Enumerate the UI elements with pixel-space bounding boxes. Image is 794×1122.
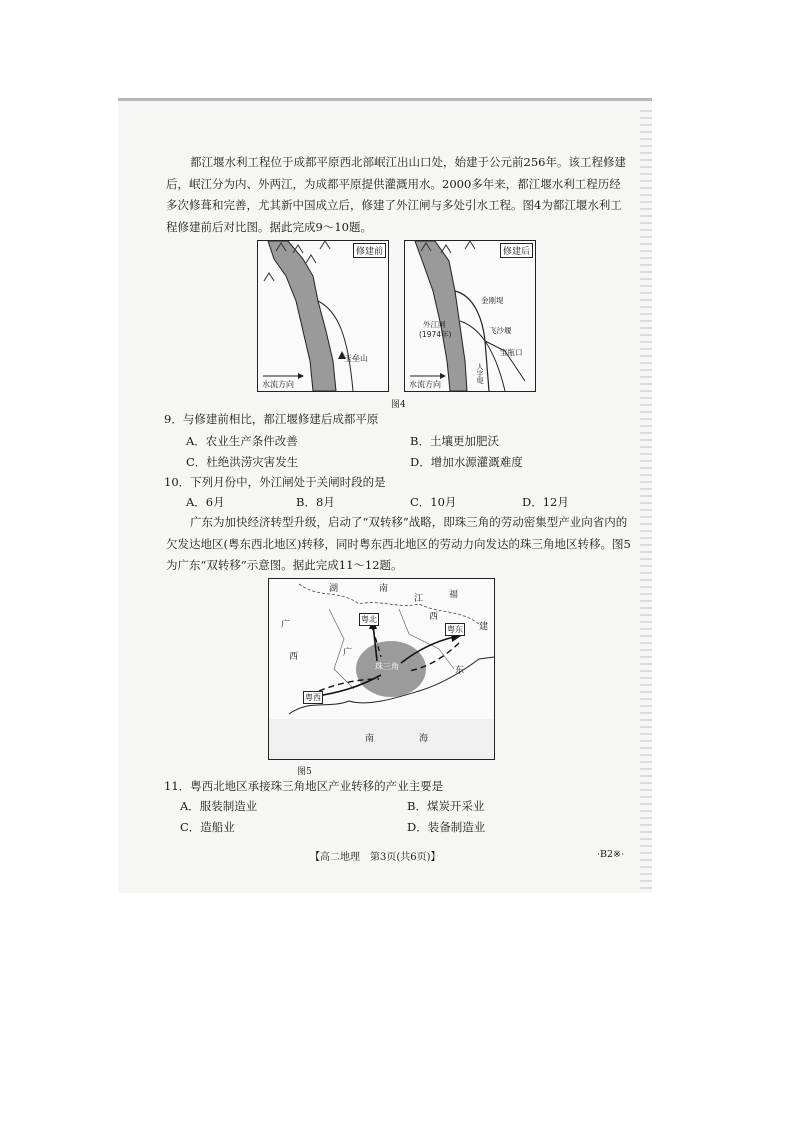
label-hunan-2: 南: [379, 584, 389, 594]
scan-right-edge: [640, 110, 652, 890]
label-yuedong: 粤东: [447, 625, 463, 634]
q9-option-d: D．增加水源灌溉难度: [410, 455, 523, 469]
label-guangxi-2: 西: [289, 652, 299, 662]
figure4-after-svg: [405, 241, 535, 391]
q10-option-b: B．8月: [296, 495, 335, 509]
after-tag: 修建后: [500, 243, 533, 258]
label-jiangxi-2: 西: [429, 612, 439, 622]
figure5-caption: 图5: [297, 767, 312, 777]
q10-stem: 10．下列月份中，外江闸处于关闸时段的是: [164, 475, 386, 489]
q9-option-c: C．杜绝洪涝灾害发生: [186, 455, 299, 469]
figure5-map: [268, 578, 495, 760]
label-baopingkou: 宝瓶口: [500, 348, 523, 357]
q9-option-b: B．土壤更加肥沃: [410, 434, 499, 448]
flow-label-left: 水流方向: [262, 380, 294, 389]
q10-option-d: D．12月: [522, 495, 569, 509]
label-fujian-1: 福: [449, 590, 459, 600]
label-nanhai-2: 海: [419, 734, 429, 744]
label-yuebei: 粤北: [361, 615, 377, 624]
figure4-caption: 图4: [391, 400, 406, 410]
q9-option-a: A．农业生产条件改善: [186, 434, 298, 448]
label-nanhai-1: 南: [365, 734, 375, 744]
label-waijiangzha: 外江闸: [423, 320, 446, 329]
q11-option-d: D．装备制造业: [407, 820, 486, 834]
q9-stem: 9．与修建前相比，都江堰修建后成都平原: [164, 412, 379, 426]
flow-label-right: 水流方向: [409, 380, 441, 389]
q11-option-c: C．造船业: [180, 820, 235, 834]
passage-dujiangyan: 都江堰水利工程位于成都平原西北部岷江出山口处，始建于公元前256年。该工程修建后，岷江分为内、外两江，为成都平原提供灌溉用水。2000多年来，都江堰水利工程历经多次修葺和完善，尤其新中国成立后，修建了外江闸与多处引水工程。图4为都江堰水利工程修建前后对比图。据此完成9～10题。: [166, 155, 626, 234]
footer-code: ·B2※·: [597, 849, 625, 860]
label-guangdong-2: 东: [455, 666, 465, 676]
figure4-after-map: [404, 240, 536, 392]
label-1974: (1974年): [419, 330, 452, 339]
q11-option-a: A．服装制造业: [180, 799, 258, 813]
label-hunan-1: 湖: [329, 584, 339, 594]
label-zhusanjiao: 珠三角: [375, 662, 399, 671]
label-guangdong-1: 广: [343, 648, 353, 658]
q11-stem: 11．粤西北地区承接珠三角地区产业转移的产业主要是: [164, 779, 444, 793]
label-yuexi: 粤西: [305, 693, 321, 702]
figure4-before-map: [257, 240, 389, 392]
q11-option-b: B．煤炭开采业: [407, 799, 485, 813]
label-guangxi-1: 广: [281, 620, 291, 630]
passage-guangdong: 广东为加快经济转型升级，启动了“双转移”战略，即珠三角的劳动密集型产业向省内的欠发达地区(粤东西北地区)转移，同时粤东西北地区的劳动力向发达的珠三角地区转移。图5为广东“双转移”示意图。据此完成11～12题。: [166, 515, 631, 572]
label-jiangxi-1: 江: [414, 594, 424, 604]
label-fujian-2: 建: [479, 622, 489, 632]
q10-option-c: C．10月: [410, 495, 457, 509]
label-renzidi: 人字堤: [476, 363, 484, 384]
page-footer: 【高二地理 第3页(共6页)】: [310, 852, 441, 863]
label-jingangdi: 金刚堤: [481, 296, 504, 305]
figure4-before-svg: [258, 241, 388, 391]
before-tag: 修建前: [353, 243, 386, 258]
label-feishayan: 飞沙堰: [489, 326, 512, 335]
q10-option-a: A．6月: [186, 495, 225, 509]
mountain-label: 玉垒山: [344, 354, 368, 363]
